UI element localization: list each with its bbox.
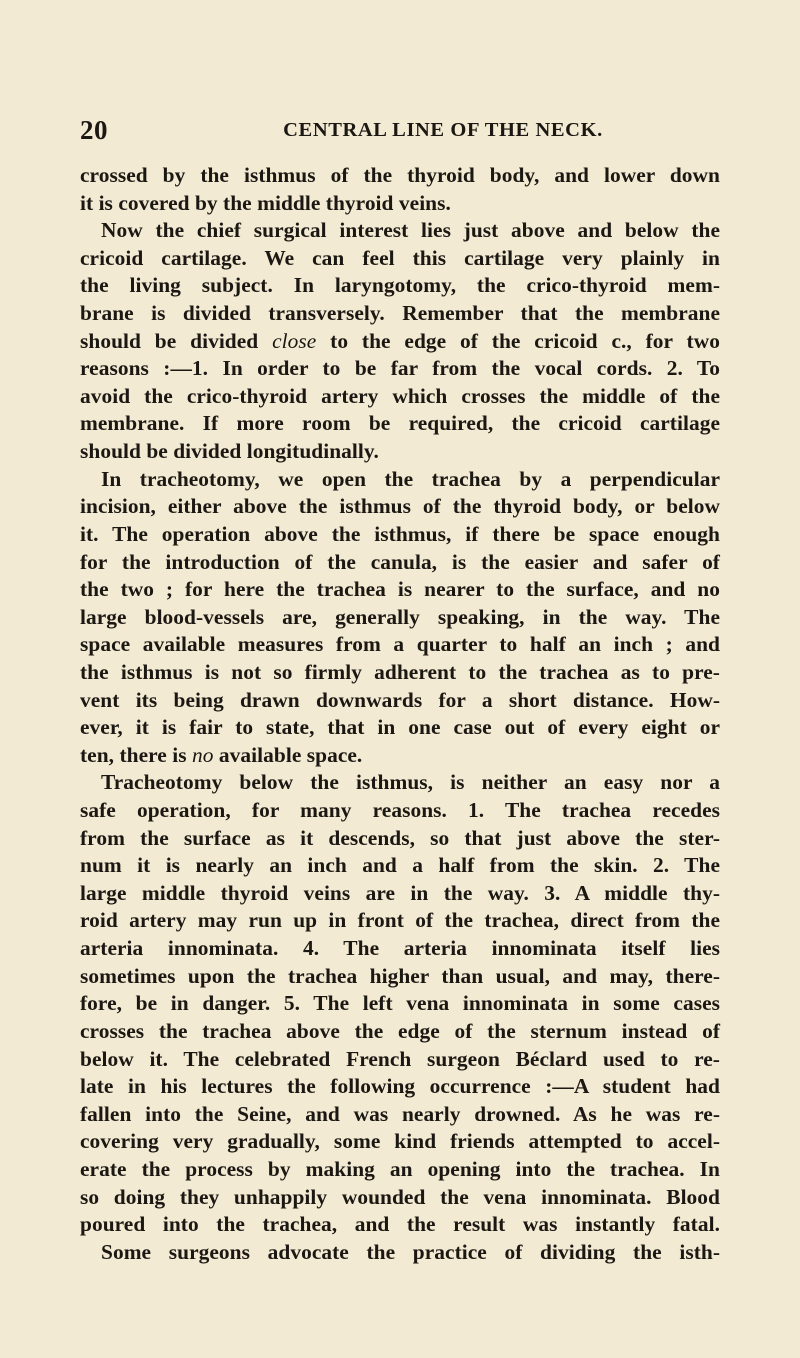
text-segment: ten, there is (80, 742, 187, 767)
text-segment: available space. (218, 742, 363, 767)
text-line: for the introduction of the canula, is the easier and safer of (80, 549, 720, 574)
text-line: it. The operation above the isthmus, if there be space enough (80, 521, 720, 546)
text-line: the isthmus is not so firmly adherent to the trachea as to pre- (80, 659, 720, 684)
text-line: fallen into the Seine, and was nearly drowned. As he was re- (80, 1101, 720, 1126)
text-line: large blood-vessels are, generally speaking, in the way. The (80, 604, 720, 629)
body-text (80, 162, 720, 1266)
text-line: membrane. If more room be required, the cricoid cartilage (80, 411, 720, 436)
text-line: vent its being drawn downwards for a short distance. How- (80, 687, 720, 712)
italic-emphasis: no (192, 742, 214, 767)
text-line: below it. The celebrated French surgeon Béclard used to re- (80, 1046, 720, 1071)
text-line: poured into the trachea, and the result was instantly fatal. (80, 1212, 720, 1237)
text-line: arteria innominata. 4. The arteria innominata itself lies (80, 936, 720, 961)
text-line: cricoid cartilage. We can feel this cartilage very plainly in (80, 245, 720, 270)
text-line: avoid the crico-thyroid artery which crosses the middle of the (80, 383, 720, 408)
text-line: should be divided longitudinally. (80, 439, 379, 464)
text-line: so doing they unhappily wounded the vena innominata. Blood (80, 1184, 720, 1209)
text-line: Tracheotomy below the isthmus, is neither an easy nor a (101, 770, 720, 795)
text-line: roid artery may run up in front of the trachea, direct from the (80, 908, 720, 933)
page-number: 20 (80, 115, 108, 145)
text-line: Now the chief surgical interest lies just above and below the (101, 218, 720, 243)
text-line: large middle thyroid veins are in the way. 3. A middle thy- (80, 880, 720, 905)
text-line: from the surface as it descends, so that just above the ster- (80, 825, 720, 850)
text-line: the living subject. In laryngotomy, the crico-thyroid mem- (80, 273, 720, 298)
running-head (80, 115, 720, 145)
text-line: erate the process by making an opening into the trachea. In (80, 1156, 720, 1181)
text-line: it is covered by the middle thyroid veins. (80, 190, 451, 215)
text-line-mixed (80, 328, 720, 356)
text-line: Some surgeons advocate the practice of dividing the isth- (101, 1239, 720, 1264)
italic-emphasis: close (272, 328, 317, 353)
text-line-mixed (80, 742, 720, 770)
text-line: safe operation, for many reasons. 1. The trachea recedes (80, 798, 720, 823)
text-line: reasons :—1. In order to be far from the vocal cords. 2. To (80, 356, 720, 381)
text-line: the two ; for here the trachea is nearer to the surface, and no (80, 577, 720, 602)
text-line: In tracheotomy, we open the trachea by a perpendicular (101, 466, 720, 491)
text-line: covering very gradually, some kind friends attempted to accel- (80, 1129, 720, 1154)
text-line: ever, it is fair to state, that in one case out of every eight or (80, 715, 720, 740)
running-head-title: CENTRAL LINE OF THE NECK. (283, 119, 603, 141)
text-line: crossed by the isthmus of the thyroid body, and lower down (80, 163, 720, 187)
text-line: crosses the trachea above the edge of the sternum instead of (80, 1018, 720, 1043)
text-line: fore, be in danger. 5. The left vena innominata in some cases (80, 991, 720, 1016)
text-line: brane is divided transversely. Remember that the membrane (80, 301, 720, 326)
text-line: space available measures from a quarter to half an inch ; and (80, 632, 720, 657)
text-segment: to the edge of the cricoid c., for two (330, 328, 720, 353)
text-line: late in his lectures the following occurrence :—A student had (80, 1074, 720, 1099)
text-line: sometimes upon the trachea higher than usual, and may, there- (80, 963, 720, 988)
text-segment: should be divided (80, 328, 259, 353)
text-line: incision, either above the isthmus of the thyroid body, or below (80, 494, 720, 519)
text-line: num it is nearly an inch and a half from the skin. 2. The (80, 853, 720, 878)
